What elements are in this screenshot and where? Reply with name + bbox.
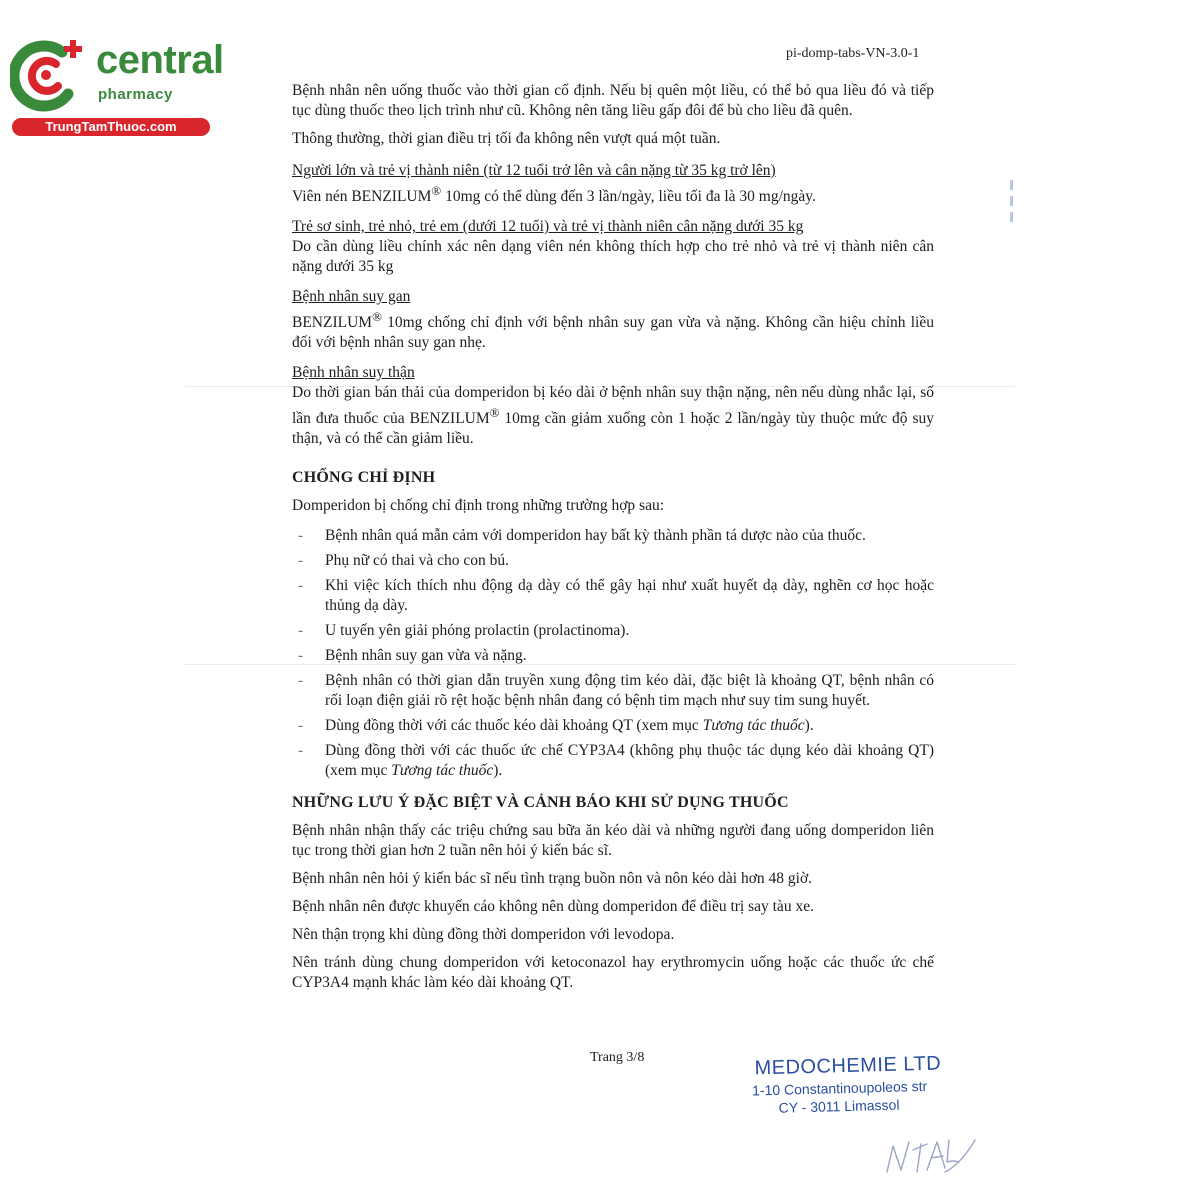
contraindications-heading: CHỐNG CHỈ ĐỊNH xyxy=(292,469,436,487)
central-pharmacy-logo xyxy=(10,38,224,138)
scan-edge-mark xyxy=(1010,212,1013,222)
list-item-text: U tuyến yên giải phóng prolactin (prolactinoma). xyxy=(325,622,630,640)
logo-name: central xyxy=(96,38,224,82)
list-item xyxy=(292,646,934,666)
bullet-dash: - xyxy=(298,552,304,570)
list-item xyxy=(292,741,934,781)
list-item-text: Khi việc kích thích nhu động dạ dày có thể gây hại như xuất huyết dạ dày, nghẽn cơ học hoặc thủng dạ dày. xyxy=(325,577,934,615)
list-item-text: Bệnh nhân suy gan vừa và nặng. xyxy=(325,647,527,665)
list-item xyxy=(292,576,934,616)
document-body xyxy=(292,81,934,1001)
subsection-title-children: Trẻ sơ sinh, trẻ nhỏ, trẻ em (dưới 12 tuổi) và trẻ vị thành niên cân nặng dưới 35 kg xyxy=(292,218,804,236)
warning-paragraph: Nên tránh dùng chung domperidon với ketoconazol hay erythromycin uống hoặc các thuốc ức chế CYP3A4 mạnh khác làm kéo dài khoảng QT. xyxy=(292,954,934,992)
list-item-text: Dùng đồng thời với các thuốc kéo dài khoảng QT (xem mục xyxy=(325,717,703,735)
contraindications-intro: Domperidon bị chống chỉ định trong những trường hợp sau: xyxy=(292,497,664,515)
subsection-text-hepatic xyxy=(292,307,934,353)
brand-name: Viên nén BENZILUM xyxy=(292,188,432,206)
bullet-dash: - xyxy=(298,577,304,595)
list-item xyxy=(292,716,934,736)
hepatic-text: 10mg chống chỉ định với bệnh nhân suy gan vừa và nặng. Không cần hiệu chỉnh liều đối với bệnh nhân suy gan nhẹ. xyxy=(292,314,934,352)
bullet-dash: - xyxy=(298,647,304,665)
list-item-text: ). xyxy=(804,717,814,735)
renal-text: 10mg cần giảm xuống còn 1 hoặc 2 lần/ngày tùy thuộc mức độ suy thận, và có thể cần giảm liều. xyxy=(292,410,934,448)
list-item-text: Phụ nữ có thai và cho con bú. xyxy=(325,552,510,570)
registered-mark: ® xyxy=(372,309,382,325)
warning-paragraph: Nên thận trọng khi dùng đồng thời domperidon với levodopa. xyxy=(292,926,675,944)
subsection-text-renal xyxy=(292,383,934,449)
list-item-text: Bệnh nhân quá mẫn cảm với domperidon hay bất kỳ thành phần tá dược nào của thuốc. xyxy=(325,527,866,545)
stamp-address-line: CY - 3011 Limassol xyxy=(778,1096,900,1116)
logo-subtitle: pharmacy xyxy=(98,86,173,103)
bullet-dash: - xyxy=(298,527,304,545)
stamp-address-line: 1-10 Constantinoupoleos str xyxy=(751,1077,928,1099)
dosage-text: 10mg có thể dùng đến 3 lần/ngày, liều tối đa là 30 mg/ngày. xyxy=(441,188,816,206)
logo-c-mark-icon xyxy=(10,38,90,114)
handwritten-signature-icon xyxy=(883,1132,978,1178)
registered-mark: ® xyxy=(431,183,442,198)
registered-mark: ® xyxy=(489,405,500,421)
intro-paragraph: Thông thường, thời gian điều trị tối đa không nên vượt quá một tuần. xyxy=(292,130,721,147)
cross-reference: Tương tác thuốc xyxy=(702,717,805,735)
brand-name: BENZILUM xyxy=(292,314,373,332)
bullet-dash: - xyxy=(298,717,304,735)
list-item xyxy=(292,621,934,641)
warning-paragraph: Bệnh nhân nên hỏi ý kiến bác sĩ nếu tình trạng buồn nôn và nôn kéo dài hơn 48 giờ. xyxy=(292,870,813,888)
bullet-dash: - xyxy=(298,742,304,760)
subsection-title-adults: Người lớn và trẻ vị thành niên (từ 12 tuổi trở lên và cân nặng từ 35 kg trở lên) xyxy=(292,162,776,179)
subsection-title-hepatic: Bệnh nhân suy gan xyxy=(292,288,411,306)
bullet-dash: - xyxy=(298,622,304,640)
list-item xyxy=(292,551,934,571)
warnings-heading: NHỮNG LƯU Ý ĐẶC BIỆT VÀ CẢNH BÁO KHI SỬ DỤNG THUỐC xyxy=(292,794,789,812)
list-item-text: Bệnh nhân có thời gian dẫn truyền xung động tim kéo dài, đặc biệt là khoảng QT, bệnh nhân có rối loạn điện giải rõ rệt hoặc bệnh nhân đang có bệnh tim mạch như suy tim sung huyết. xyxy=(325,672,934,710)
cross-reference: Tương tác thuốc xyxy=(391,762,494,780)
list-item-text: Dùng đồng thời với các thuốc ức chế CYP3A4 (không phụ thuộc tác dụng kéo dài khoảng QT) (xem mục xyxy=(325,742,934,780)
page-number: Trang 3/8 xyxy=(590,1050,645,1065)
scan-edge-mark xyxy=(1010,180,1013,190)
company-stamp xyxy=(751,1053,942,1117)
renal-text: Do thời gian bán thải của domperidon bị kéo dài ở bệnh nhân suy thận nặng, nên nếu dùng nhắc lại, số lần đưa thuốc của BENZILUM xyxy=(292,384,934,428)
subsection-text-children: Do cần dùng liều chính xác nên dạng viên nén không thích hợp cho trẻ nhỏ và trẻ vị thành niên cân nặng dưới 35 kg xyxy=(292,238,934,276)
list-item-text: ). xyxy=(493,762,503,780)
contraindications-list xyxy=(292,526,934,781)
subsection-text-adults xyxy=(292,181,934,207)
list-item xyxy=(292,671,934,711)
logo-banner: TrungTamThuoc.com xyxy=(12,118,210,136)
warning-paragraph: Bệnh nhân nên được khuyến cáo không nên dùng domperidon để điều trị say tàu xe. xyxy=(292,898,814,916)
intro-paragraph: Bệnh nhân nên uống thuốc vào thời gian cố định. Nếu bị quên một liều, có thể bỏ qua liều đó và tiếp tục dùng thuốc theo lịch trình như cũ. Không nên tăng liều gấp đôi để bù cho liều đã quên. xyxy=(292,82,934,119)
subsection-title-renal: Bệnh nhân suy thận xyxy=(292,364,415,382)
list-item xyxy=(292,526,934,546)
document-code: pi-domp-tabs-VN-3.0-1 xyxy=(786,46,920,61)
scan-edge-mark xyxy=(1010,196,1013,206)
warning-paragraph: Bệnh nhân nhận thấy các triệu chứng sau bữa ăn kéo dài và những người đang uống domperidon liên tục trong thời gian hơn 2 tuần nên hỏi ý kiến bác sĩ. xyxy=(292,822,934,860)
stamp-company: MEDOCHEMIE LTD xyxy=(754,1052,942,1080)
bullet-dash: - xyxy=(298,672,304,690)
